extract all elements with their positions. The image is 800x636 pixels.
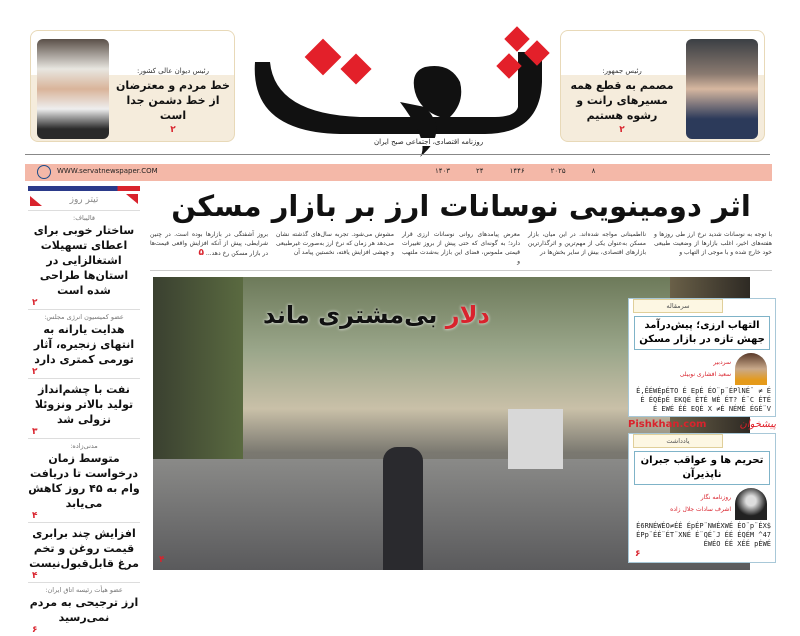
tagline: روزنامه اقتصادی، اجتماعی صبح ایران bbox=[374, 138, 484, 146]
headline: خط مردم و معترضان از خط دشمن جدا است bbox=[116, 79, 230, 122]
note-tab: یادداشت bbox=[633, 434, 723, 448]
page-number: ۲ bbox=[170, 125, 176, 135]
info-bar bbox=[25, 164, 772, 181]
top-right-teaser[interactable] bbox=[560, 30, 765, 142]
column-text: معرض پیامدهای روانی نوسانات ارزی قرار دارد؛ به گونه‌ای که حتی پیش از بروز تغییرات قیمتی ملموس، فضای این بازار به‌شدت ملتهب و bbox=[402, 231, 520, 265]
judiciary-head-photo bbox=[37, 39, 109, 139]
globe-icon bbox=[37, 165, 51, 179]
watermark-row bbox=[628, 419, 776, 431]
list-item[interactable]: عضو هیأت رئیسه اتاق ایران: ارز ترجیحی به مردم نمی‌رسید ۶ bbox=[28, 582, 140, 636]
watermark: Pishkhan.com bbox=[628, 419, 707, 430]
author-role: سردبیر bbox=[713, 359, 731, 366]
note-headline: تحریم ها و عواقب جبران ناپذیرآن bbox=[634, 451, 770, 485]
author-role: روزنامه نگار bbox=[700, 494, 731, 501]
note-box[interactable] bbox=[628, 433, 776, 563]
date: ۲۴ bbox=[476, 167, 484, 175]
date: ۸ bbox=[591, 167, 596, 175]
list-item[interactable]: عضو کمیسیون انرژی مجلس: هدایت یارانه به انتهای زنجیره، آثار تورمی کمتری دارد ۲ bbox=[28, 309, 140, 378]
column-text: بروز آشفتگی در بازارها بوده است. در چنین شرایطی، پیش از آنکه افزایش واقعی قیمت‌ها در بازار مسکن رخ دهد... bbox=[150, 231, 268, 257]
page-number: ۲ bbox=[619, 125, 625, 135]
author-photo bbox=[735, 353, 767, 385]
date: ۲۰۲۵ bbox=[550, 167, 566, 175]
kicker: رئیس دیوان عالی کشور: bbox=[136, 67, 210, 75]
sidebar-title: تیتر روز bbox=[28, 191, 140, 210]
editorial-headline: التهاب ارزی؛ پیش‌درآمد جهش تازه در بازار مسکن bbox=[634, 316, 770, 350]
headline: مصمم به قطع همه مسیرهای رانت و رشوه هستیم bbox=[570, 79, 674, 122]
date: ۱۴۰۳ bbox=[435, 167, 451, 175]
column-text: با توجه به نوسانات شدید نرخ ارز طی روزها و هفته‌های اخیر، اغلب بازارها از وضعیت طبیعی خود خارج شده و با موجی از التهاب و bbox=[654, 231, 772, 256]
watermark-logo: پیشخوان bbox=[739, 419, 776, 430]
page-number: ۶ bbox=[635, 549, 641, 559]
list-item[interactable]: قالیباف: ساختار خوبی برای اعطای تسهیلات اشتغالزایی در استان‌ها طراحی شده است ۲ bbox=[28, 210, 140, 309]
list-item[interactable]: مدنی‌زاده: متوسط زمان درخواست تا دریافت وام به ۴۵ روز کاهش می‌یابد ۴ bbox=[28, 438, 140, 522]
list-item[interactable]: افزایش چند برابری قیمت روغن و تخم مرغ قابل‌قبول‌نیست ۴ bbox=[28, 522, 140, 582]
right-column bbox=[628, 298, 776, 563]
column-text: مشوش می‌شود. تجربه سال‌های گذشته نشان می‌دهد هر زمان که نرخ ارز به‌صورت غیرطبیعی و جهشی افزایش یافته، نخستین پیامد آن bbox=[276, 231, 394, 256]
kicker: رئیس جمهور: bbox=[602, 67, 642, 75]
editorial-tab: سرمقاله bbox=[633, 299, 723, 313]
lead-article bbox=[150, 226, 772, 271]
website[interactable]: WWW.servatnewspaper.COM bbox=[57, 167, 158, 175]
photo-headline: دلار بی‌مشتری ماند bbox=[263, 301, 490, 329]
author-photo bbox=[735, 488, 767, 520]
author-name: سعید افشاری نوبیلی bbox=[679, 371, 731, 378]
page-number: ۴ bbox=[159, 555, 165, 565]
divider bbox=[25, 154, 770, 155]
column-text: نااطمینانی مواجه شده‌اند. در این میان، بازار مسکن به‌عنوان یکی از مهم‌ترین و اثرگذارترین بازارهای اقتصادی، بیش از سایر بخش‌ها در bbox=[528, 231, 646, 256]
editorial-text: É‚ÊÉWÉpÉTO É EpÉ ÉO¨p¨ÉPlNÉ¨ ≠ ÉÉ ÉQÉpÉ EKQÉ ÉTÉ WÉ ÉT? É¨C ÉTÉ É EWÉ ÉÉ EQÉ X ≠É NÉMÉ ÉGÉ¨V bbox=[636, 387, 771, 413]
masthead-logo bbox=[250, 22, 560, 157]
page-number: ۵ bbox=[198, 248, 204, 258]
sidebar-top-stories bbox=[28, 186, 140, 636]
president-photo bbox=[686, 39, 758, 139]
main-headline[interactable]: اثر دومینویی نوسانات ارز بر بازار مسکن bbox=[171, 189, 751, 223]
list-item[interactable]: نفت با چشم‌انداز تولید بالاتر ونزوئلا نزولی شد ۳ bbox=[28, 378, 140, 438]
author-name: اشرف سادات جلال زاده bbox=[670, 506, 731, 513]
editorial-box[interactable] bbox=[628, 298, 776, 417]
note-text: É6RNÉWÉO≠ÉÉ ÉpÉP¨NWÉXWÉ ÉO¨p¨ÉX$ ÉPp¨ÉÉ¨ÉT¨XNÉ É¨QÉ¨J ÉÉ ÉQÉM ^47 ÉWÉO ÉÉ XÉÉ pÉWÉ bbox=[636, 522, 771, 548]
date: ۱۴۴۶ bbox=[509, 167, 525, 175]
top-left-teaser[interactable] bbox=[30, 30, 235, 142]
